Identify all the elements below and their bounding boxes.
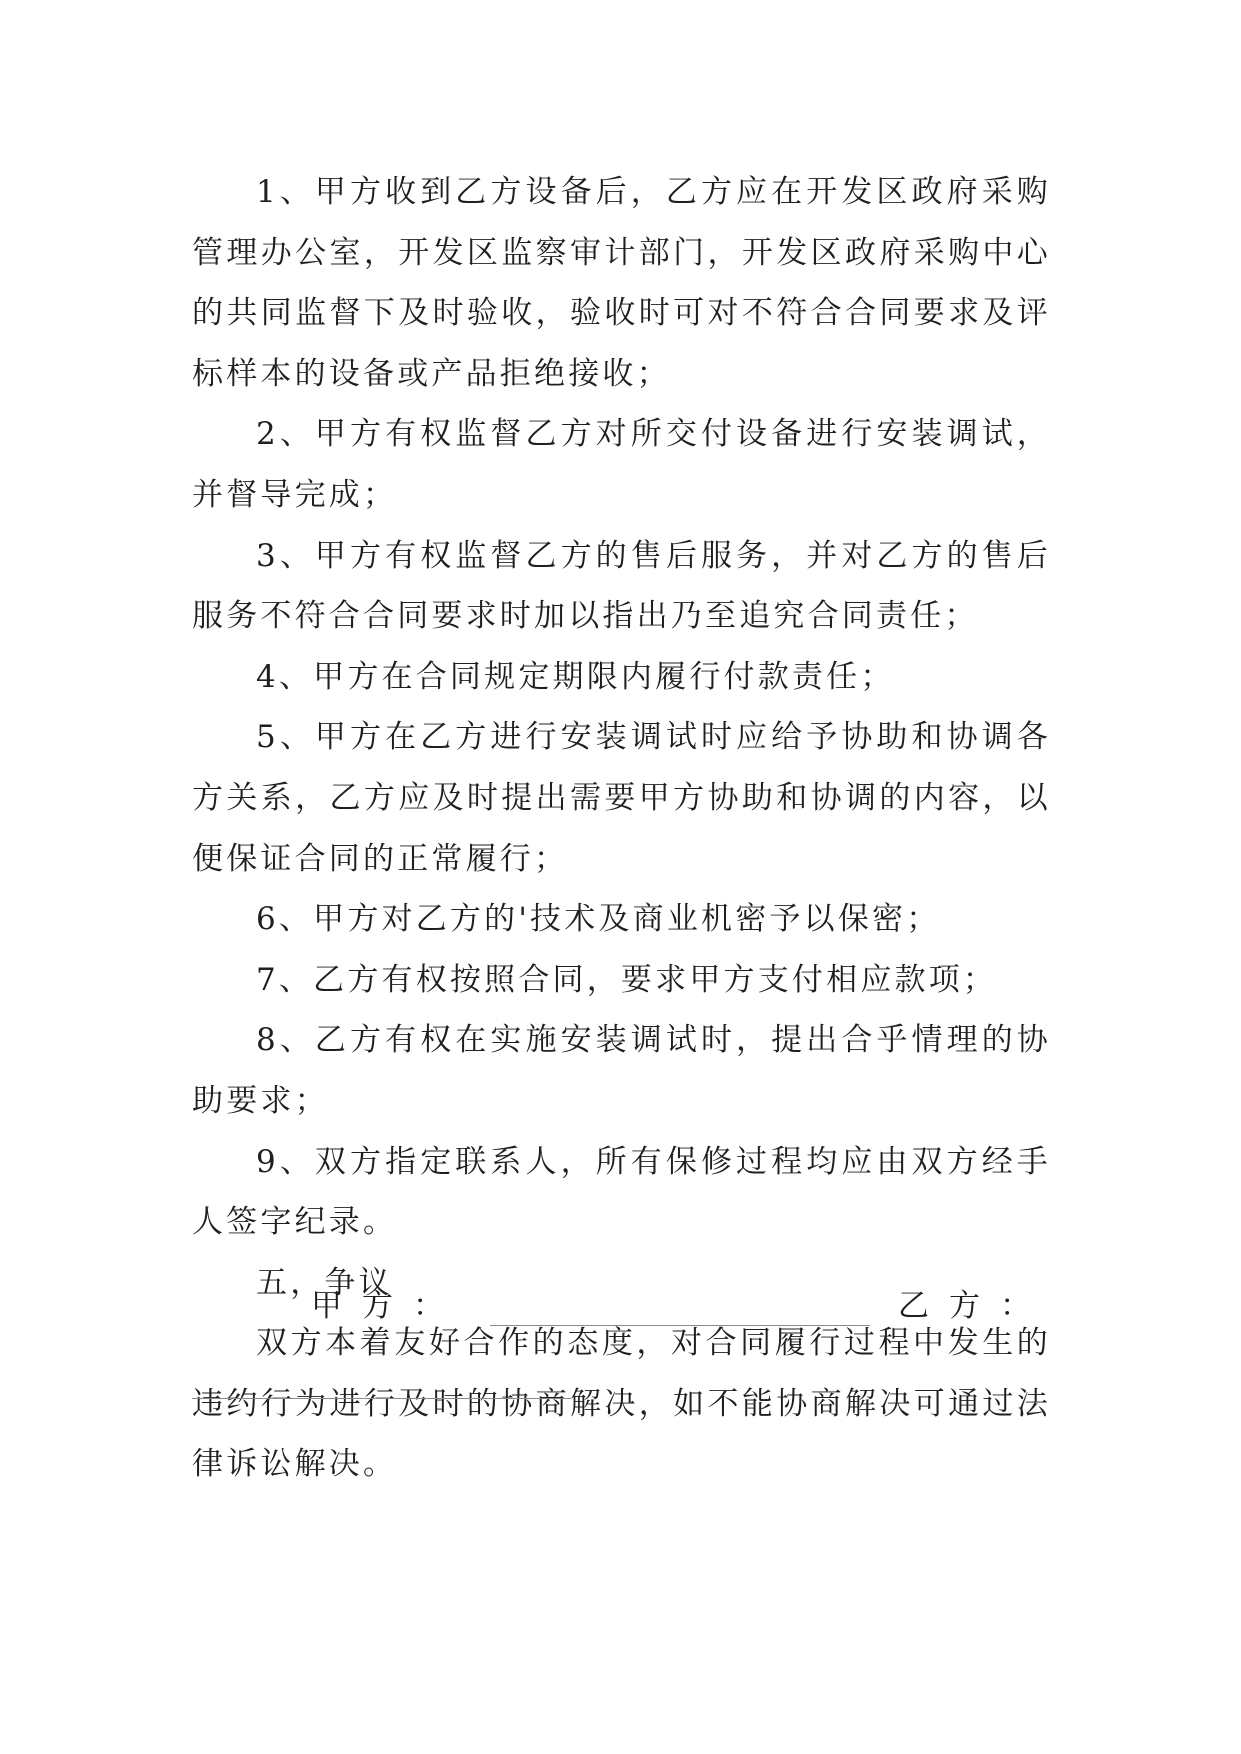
- clause-4: 4、甲方在合同规定期限内履行付款责任；: [256, 658, 895, 695]
- party-a-signature-line: [490, 1325, 870, 1326]
- clause-6: 6、甲方对乙方的'技术及商业机密予以保密；: [256, 901, 941, 938]
- signature-block: [0, 1278, 1241, 1398]
- clause-7: 7、乙方有权按照合同，要求甲方支付相应款项；: [256, 961, 998, 998]
- clause-3: 3、甲方有权监督乙方的售后服务，并对乙方的售后服务不符合合同要求时加以指出乃至追究合同责任；: [192, 537, 1051, 635]
- clause-5: 5、甲方在乙方进行安装调试时应给予协助和协调各方关系，乙方应及时提出需要甲方协助和协调的内容，以便保证合同的正常履行；: [192, 719, 1051, 877]
- party-b-signature-line: [192, 1398, 571, 1399]
- clause-1: 1、甲方收到乙方设备后，乙方应在开发区政府采购管理办公室，开发区监察审计部门，开发区政府采购中心的共同监督下及时验收，验收时可对不符合合同要求及评标样本的设备或产品拒绝接收；: [192, 174, 1051, 392]
- dispute-text: 双方本着友好合作的态度，对合同履行过程中发生的违约行为进行及时的协商解决，如不能协商解决可通过法律诉讼解决。: [192, 1325, 1051, 1483]
- party-a-label: 甲方：: [311, 1288, 464, 1324]
- section-heading-dispute: 五，争议: [256, 1264, 393, 1301]
- party-b-label: 乙方：: [898, 1288, 1051, 1324]
- clause-2: 2、甲方有权监督乙方对所交付设备进行安装调试，并督导完成；: [192, 416, 1051, 513]
- clause-9: 9、双方指定联系人，所有保修过程均应由双方经手人签字纪录。: [192, 1143, 1051, 1241]
- clause-8: 8、乙方有权在实施安装调试时，提出合乎情理的协助要求；: [192, 1022, 1051, 1119]
